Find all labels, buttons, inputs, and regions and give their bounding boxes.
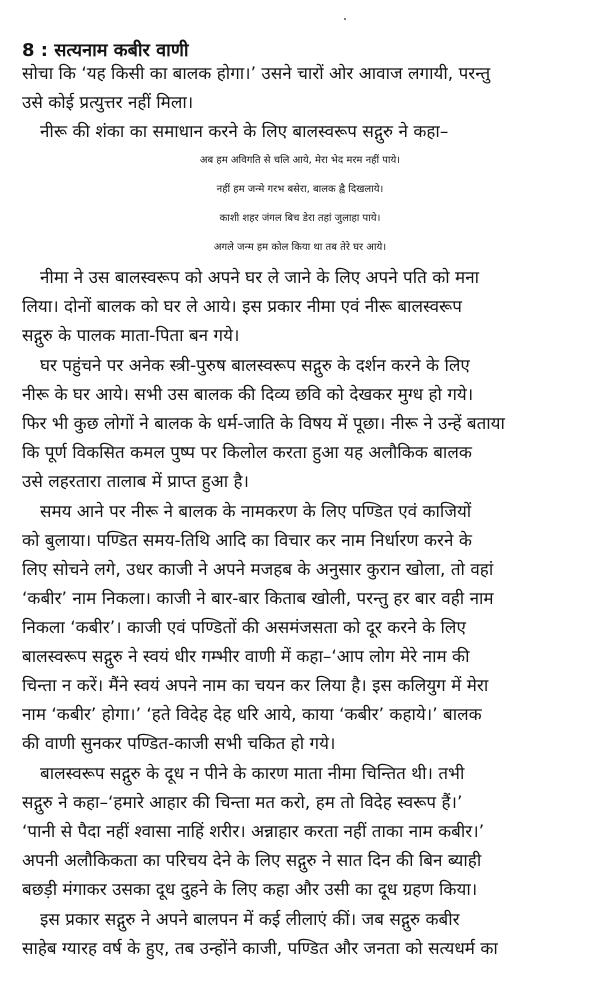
text-line: सद्गुरु के पालक माता-पिता बन गये। <box>22 326 240 346</box>
text-line: निकला ‘कबीर’। काजी एवं पण्डितों की असमंजसता को दूर करने के लिए <box>22 618 466 638</box>
text-line: बालस्वरूप सद्गुरु ने स्वयं धीर गम्भीर वाणी में कहा–‘आप लोग मेरे नाम की <box>22 647 470 667</box>
page-header: 8 : सत्यनाम कबीर वाणी <box>22 40 189 61</box>
verse-line: काशी शहर जंगल बिच डेरा तहां जुलाहा पाये। <box>219 213 381 224</box>
text-line: ‘पानी से पैदा नहीं श्वासा नाहिं शरीर। अन्नाहार करता नहीं ताका नाम कबीर।’ <box>22 822 485 842</box>
text-line: उसे लहरतारा तालाब में प्राप्त हुआ है। <box>22 472 249 492</box>
text-line: उसे कोई प्रत्युत्तर नहीं मिला। <box>22 93 194 113</box>
text-line: इस प्रकार सद्गुरु ने अपने बालपन में कई लीलाएं कीं। जब सद्गुरु कबीर <box>40 910 460 930</box>
text-line: चिन्ता न करें। मैंने स्वयं अपने नाम का चयन कर लिया है। इस कलियुग में मेरा <box>22 676 489 696</box>
text-line: कि पूर्ण विकसित कमल पुष्प पर किलोल करता हुआ यह अलौकिक बालक <box>22 443 472 463</box>
text-line: नीरू की शंका का समाधान करने के लिए बालस्वरूप सद्गुरु ने कहा– <box>40 122 449 142</box>
text-line: नीरू के घर आये। सभी उस बालक की दिव्य छवि को देखकर मुग्ध हो गये। <box>22 385 474 405</box>
text-line: ‘कबीर’ नाम निकला। काजी ने बार-बार किताब खोली, परन्तु हर बार वही नाम <box>22 589 494 609</box>
text-line: को बुलाया। पण्डित समय-तिथि आदि का विचार कर नाम निर्धारण करने के <box>22 531 472 551</box>
text-line: घर पहुंचने पर अनेक स्त्री-पुरुष बालस्वरूप सद्गुरु के दर्शन करने के लिए <box>40 356 470 376</box>
text-line: फिर भी कुछ लोगों ने बालक के धर्म-जाति के विषय में पूछा। नीरू ने उन्हें बताया <box>22 414 505 434</box>
verse-line: अगले जन्म हम कोल किया था तब तेरे घर आये। <box>213 242 387 253</box>
text-line: बालस्वरूप सद्गुरु के दूध न पीने के कारण माता नीमा चिन्तित थी। तभी <box>40 764 465 784</box>
text-line: सोचा कि ‘यह किसी का बालक होगा।’ उसने चारों ओर आवाज लगायी, परन्तु <box>22 64 491 84</box>
verse-line: अब हम अविगति से चलि आये, मेरा भेद मरम नहीं पाये। <box>199 155 401 166</box>
verse-line: नहीं हम जन्मे गरभ बसेरा, बालक ह्वै दिखलाये। <box>216 184 384 195</box>
speck <box>344 18 346 20</box>
text-line: सद्गुरु ने कहा–‘हमारे आहार की चिन्ता मत करो, हम तो विदेह स्वरूप हैं।’ <box>22 793 463 813</box>
text-line: लिया। दोनों बालक को घर ले आये। इस प्रकार नीमा एवं नीरू बालस्वरूप <box>22 297 462 317</box>
text-line: बछड़ी मंगाकर उसका दूध दुहने के लिए कहा और उसी का दूध ग्रहण किया। <box>22 880 478 900</box>
text-line: अपनी अलौकिकता का परिचय देने के लिए सद्गुरु ने सात दिन की बिन ब्याही <box>22 851 482 871</box>
text-line: साहेब ग्यारह वर्ष के हुए, तब उन्होंने काजी, पण्डित और जनता को सत्यधर्म का <box>22 939 498 959</box>
text-line: नीमा ने उस बालस्वरूप को अपने घर ले जाने के लिए अपने पति को मना <box>40 268 480 288</box>
text-line: की वाणी सुनकर पण्डित-काजी सभी चकित हो गये। <box>22 734 336 754</box>
text-line: समय आने पर नीरू ने बालक के नामकरण के लिए पण्डित एवं काजियों <box>40 502 472 522</box>
text-line: नाम ‘कबीर’ होगा।’ ‘हते विदेह देह धरि आये, काया ‘कबीर’ कहाये।’ बालक <box>22 705 482 725</box>
text-line: लिए सोचने लगे, उधर काजी ने अपने मजहब के अनुसार कुरान खोला, तो वहां <box>22 560 494 580</box>
